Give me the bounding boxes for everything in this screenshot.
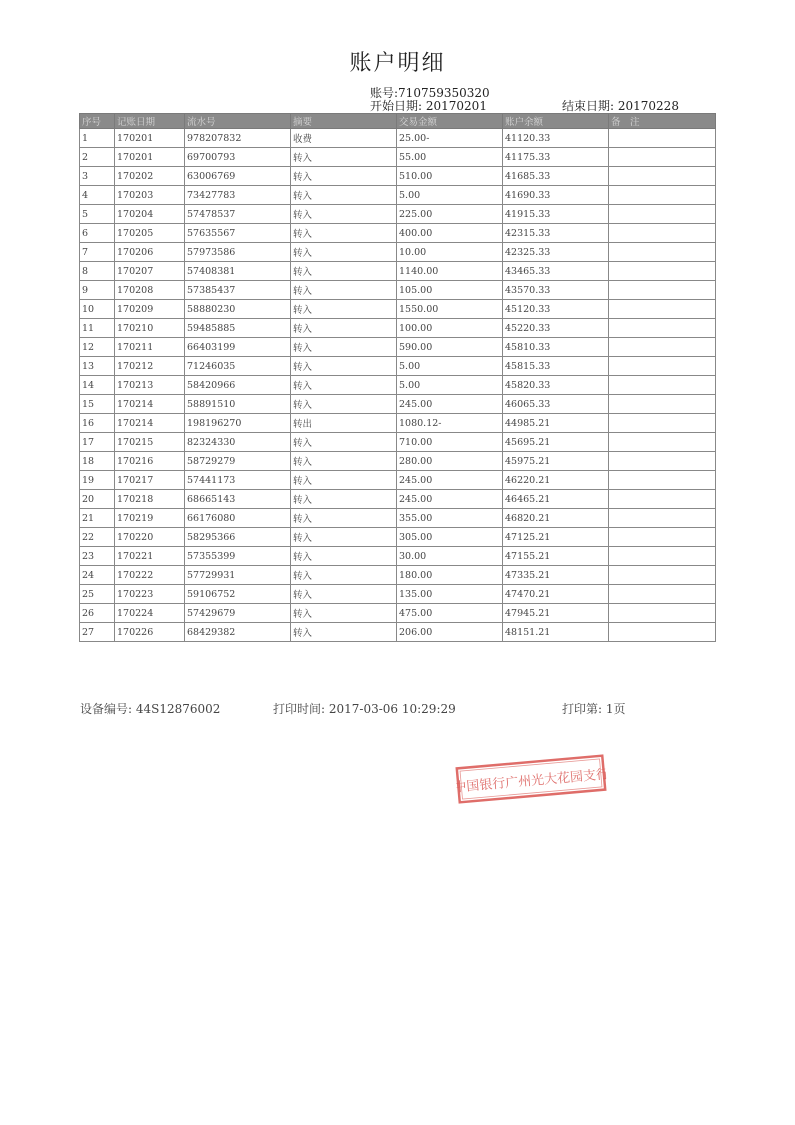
transaction-table	[79, 113, 716, 642]
table-header-row	[80, 114, 716, 129]
cell-index: 1	[80, 129, 115, 148]
cell-remark	[609, 167, 716, 186]
cell-summary: 转入	[291, 395, 397, 414]
cell-index: 16	[80, 414, 115, 433]
cell-post-date: 170214	[115, 395, 185, 414]
cell-serial-no: 57478537	[185, 205, 291, 224]
cell-summary: 转入	[291, 243, 397, 262]
cell-balance: 47125.21	[503, 528, 609, 547]
cell-amount: 5.00	[397, 357, 503, 376]
cell-amount: 475.00	[397, 604, 503, 623]
cell-remark	[609, 471, 716, 490]
table-row	[80, 509, 716, 528]
cell-post-date: 170224	[115, 604, 185, 623]
table-row	[80, 452, 716, 471]
cell-amount: 400.00	[397, 224, 503, 243]
cell-serial-no: 59106752	[185, 585, 291, 604]
cell-amount: 55.00	[397, 148, 503, 167]
cell-amount: 25.00-	[397, 129, 503, 148]
cell-remark	[609, 376, 716, 395]
column-header-post-date: 记账日期	[115, 114, 185, 129]
table-row	[80, 528, 716, 547]
cell-balance: 46820.21	[503, 509, 609, 528]
cell-amount: 30.00	[397, 547, 503, 566]
cell-post-date: 170203	[115, 186, 185, 205]
cell-balance: 41690.33	[503, 186, 609, 205]
bank-stamp-graphic	[455, 754, 608, 805]
cell-post-date: 170205	[115, 224, 185, 243]
cell-summary: 转入	[291, 186, 397, 205]
cell-balance: 45695.21	[503, 433, 609, 452]
print-time: 打印时间: 2017-03-06 10:29:29	[273, 702, 456, 716]
cell-index: 8	[80, 262, 115, 281]
table-row	[80, 414, 716, 433]
cell-balance: 46465.21	[503, 490, 609, 509]
cell-balance: 41120.33	[503, 129, 609, 148]
cell-balance: 45120.33	[503, 300, 609, 319]
cell-balance: 47470.21	[503, 585, 609, 604]
cell-serial-no: 58729279	[185, 452, 291, 471]
cell-post-date: 170213	[115, 376, 185, 395]
cell-remark	[609, 129, 716, 148]
cell-index: 10	[80, 300, 115, 319]
cell-amount: 245.00	[397, 490, 503, 509]
account-label: 账号:	[370, 86, 399, 100]
cell-remark	[609, 243, 716, 262]
cell-index: 14	[80, 376, 115, 395]
cell-summary: 转入	[291, 471, 397, 490]
cell-summary: 转入	[291, 528, 397, 547]
table-row	[80, 471, 716, 490]
cell-post-date: 170222	[115, 566, 185, 585]
cell-index: 13	[80, 357, 115, 376]
cell-serial-no: 69700793	[185, 148, 291, 167]
cell-remark	[609, 414, 716, 433]
cell-post-date: 170221	[115, 547, 185, 566]
table-row	[80, 585, 716, 604]
cell-index: 24	[80, 566, 115, 585]
table-row	[80, 357, 716, 376]
cell-post-date: 170220	[115, 528, 185, 547]
cell-amount: 245.00	[397, 471, 503, 490]
end-date-value: 20170228	[617, 99, 679, 113]
cell-serial-no: 68429382	[185, 623, 291, 642]
cell-remark	[609, 281, 716, 300]
cell-post-date: 170207	[115, 262, 185, 281]
cell-summary: 转入	[291, 281, 397, 300]
cell-index: 26	[80, 604, 115, 623]
start-date-label: 开始日期:	[370, 99, 423, 113]
table-row	[80, 547, 716, 566]
column-header-serial-no: 流水号	[185, 114, 291, 129]
table-row	[80, 262, 716, 281]
cell-summary: 转入	[291, 319, 397, 338]
cell-post-date: 170210	[115, 319, 185, 338]
cell-amount: 1550.00	[397, 300, 503, 319]
bank-stamp	[455, 754, 608, 805]
cell-summary: 转入	[291, 376, 397, 395]
cell-serial-no: 73427783	[185, 186, 291, 205]
table-row	[80, 376, 716, 395]
table-row	[80, 281, 716, 300]
cell-post-date: 170217	[115, 471, 185, 490]
cell-balance: 47335.21	[503, 566, 609, 585]
cell-summary: 转入	[291, 433, 397, 452]
cell-amount: 135.00	[397, 585, 503, 604]
table-row	[80, 300, 716, 319]
table-row	[80, 186, 716, 205]
cell-serial-no: 58295366	[185, 528, 291, 547]
page-number: 打印第: 1页	[562, 702, 626, 716]
cell-post-date: 170202	[115, 167, 185, 186]
table-row	[80, 243, 716, 262]
cell-post-date: 170226	[115, 623, 185, 642]
cell-serial-no: 71246035	[185, 357, 291, 376]
column-header-balance: 账户余额	[503, 114, 609, 129]
cell-balance: 43465.33	[503, 262, 609, 281]
cell-post-date: 170209	[115, 300, 185, 319]
end-date-label: 结束日期:	[562, 99, 615, 113]
cell-remark	[609, 186, 716, 205]
cell-serial-no: 57441173	[185, 471, 291, 490]
cell-amount: 1080.12-	[397, 414, 503, 433]
cell-summary: 转入	[291, 452, 397, 471]
cell-amount: 206.00	[397, 623, 503, 642]
cell-summary: 转入	[291, 490, 397, 509]
cell-serial-no: 68665143	[185, 490, 291, 509]
cell-post-date: 170206	[115, 243, 185, 262]
cell-index: 27	[80, 623, 115, 642]
account-value: 710759350320	[398, 86, 490, 100]
device-number: 设备编号: 44S12876002	[80, 702, 221, 716]
cell-serial-no: 57408381	[185, 262, 291, 281]
cell-summary: 转入	[291, 547, 397, 566]
cell-summary: 转入	[291, 623, 397, 642]
cell-summary: 转出	[291, 414, 397, 433]
column-header-summary: 摘要	[291, 114, 397, 129]
cell-balance: 41685.33	[503, 167, 609, 186]
cell-remark	[609, 224, 716, 243]
cell-amount: 510.00	[397, 167, 503, 186]
cell-balance: 41915.33	[503, 205, 609, 224]
cell-amount: 105.00	[397, 281, 503, 300]
cell-remark	[609, 490, 716, 509]
cell-amount: 245.00	[397, 395, 503, 414]
cell-remark	[609, 319, 716, 338]
cell-amount: 100.00	[397, 319, 503, 338]
column-header-remark: 备 注	[609, 114, 716, 129]
page-title: 账户明细	[349, 51, 446, 76]
table-row	[80, 623, 716, 642]
cell-balance: 45820.33	[503, 376, 609, 395]
cell-post-date: 170212	[115, 357, 185, 376]
table-row	[80, 433, 716, 452]
cell-amount: 710.00	[397, 433, 503, 452]
cell-summary: 转入	[291, 224, 397, 243]
cell-remark	[609, 433, 716, 452]
cell-serial-no: 59485885	[185, 319, 291, 338]
cell-remark	[609, 395, 716, 414]
cell-serial-no: 57729931	[185, 566, 291, 585]
cell-index: 12	[80, 338, 115, 357]
cell-post-date: 170211	[115, 338, 185, 357]
cell-index: 19	[80, 471, 115, 490]
cell-remark	[609, 547, 716, 566]
cell-remark	[609, 509, 716, 528]
cell-remark	[609, 338, 716, 357]
table-row	[80, 338, 716, 357]
cell-serial-no: 57429679	[185, 604, 291, 623]
cell-summary: 收费	[291, 129, 397, 148]
bank-stamp-text: 中国银行广州光大花园支行	[454, 767, 608, 796]
cell-summary: 转入	[291, 300, 397, 319]
table-row	[80, 129, 716, 148]
table-row	[80, 224, 716, 243]
table-row	[80, 205, 716, 224]
cell-amount: 590.00	[397, 338, 503, 357]
cell-amount: 355.00	[397, 509, 503, 528]
cell-remark	[609, 528, 716, 547]
cell-serial-no: 198196270	[185, 414, 291, 433]
cell-summary: 转入	[291, 509, 397, 528]
cell-post-date: 170208	[115, 281, 185, 300]
cell-summary: 转入	[291, 167, 397, 186]
cell-remark	[609, 300, 716, 319]
cell-amount: 10.00	[397, 243, 503, 262]
cell-summary: 转入	[291, 604, 397, 623]
cell-index: 18	[80, 452, 115, 471]
cell-index: 21	[80, 509, 115, 528]
cell-remark	[609, 148, 716, 167]
cell-post-date: 170201	[115, 148, 185, 167]
cell-summary: 转入	[291, 357, 397, 376]
table-row	[80, 167, 716, 186]
end-date	[562, 97, 679, 114]
cell-index: 9	[80, 281, 115, 300]
cell-amount: 225.00	[397, 205, 503, 224]
cell-post-date: 170216	[115, 452, 185, 471]
table-row	[80, 604, 716, 623]
cell-remark	[609, 357, 716, 376]
table-row	[80, 566, 716, 585]
column-header-index: 序号	[80, 114, 115, 129]
cell-summary: 转入	[291, 205, 397, 224]
cell-index: 23	[80, 547, 115, 566]
cell-serial-no: 58891510	[185, 395, 291, 414]
cell-post-date: 170215	[115, 433, 185, 452]
cell-remark	[609, 205, 716, 224]
cell-serial-no: 58880230	[185, 300, 291, 319]
cell-balance: 46220.21	[503, 471, 609, 490]
cell-remark	[609, 623, 716, 642]
cell-index: 15	[80, 395, 115, 414]
cell-remark	[609, 566, 716, 585]
cell-index: 11	[80, 319, 115, 338]
start-date-value: 20170201	[425, 99, 487, 113]
cell-index: 4	[80, 186, 115, 205]
cell-serial-no: 57385437	[185, 281, 291, 300]
cell-serial-no: 978207832	[185, 129, 291, 148]
cell-amount: 305.00	[397, 528, 503, 547]
cell-post-date: 170204	[115, 205, 185, 224]
cell-serial-no: 57635567	[185, 224, 291, 243]
table-row	[80, 490, 716, 509]
cell-index: 5	[80, 205, 115, 224]
cell-summary: 转入	[291, 338, 397, 357]
cell-balance: 42325.33	[503, 243, 609, 262]
cell-serial-no: 58420966	[185, 376, 291, 395]
cell-balance: 45975.21	[503, 452, 609, 471]
cell-serial-no: 82324330	[185, 433, 291, 452]
cell-summary: 转入	[291, 148, 397, 167]
cell-index: 7	[80, 243, 115, 262]
cell-index: 6	[80, 224, 115, 243]
cell-amount: 5.00	[397, 376, 503, 395]
cell-balance: 47155.21	[503, 547, 609, 566]
cell-index: 25	[80, 585, 115, 604]
cell-post-date: 170214	[115, 414, 185, 433]
cell-post-date: 170218	[115, 490, 185, 509]
table-row	[80, 319, 716, 338]
cell-serial-no: 66403199	[185, 338, 291, 357]
cell-serial-no: 63006769	[185, 167, 291, 186]
table-row	[80, 395, 716, 414]
start-date	[370, 97, 487, 114]
cell-balance: 47945.21	[503, 604, 609, 623]
cell-balance: 45810.33	[503, 338, 609, 357]
table-row	[80, 148, 716, 167]
cell-balance: 48151.21	[503, 623, 609, 642]
cell-balance: 41175.33	[503, 148, 609, 167]
cell-summary: 转入	[291, 566, 397, 585]
cell-post-date: 170201	[115, 129, 185, 148]
cell-index: 22	[80, 528, 115, 547]
cell-summary: 转入	[291, 262, 397, 281]
cell-amount: 180.00	[397, 566, 503, 585]
cell-remark	[609, 604, 716, 623]
cell-index: 2	[80, 148, 115, 167]
cell-summary: 转入	[291, 585, 397, 604]
cell-amount: 5.00	[397, 186, 503, 205]
cell-balance: 46065.33	[503, 395, 609, 414]
cell-serial-no: 66176080	[185, 509, 291, 528]
cell-balance: 42315.33	[503, 224, 609, 243]
cell-index: 17	[80, 433, 115, 452]
cell-balance: 43570.33	[503, 281, 609, 300]
cell-remark	[609, 262, 716, 281]
cell-amount: 280.00	[397, 452, 503, 471]
cell-index: 20	[80, 490, 115, 509]
cell-serial-no: 57973586	[185, 243, 291, 262]
cell-post-date: 170219	[115, 509, 185, 528]
cell-balance: 45815.33	[503, 357, 609, 376]
cell-remark	[609, 452, 716, 471]
cell-remark	[609, 585, 716, 604]
cell-balance: 45220.33	[503, 319, 609, 338]
cell-serial-no: 57355399	[185, 547, 291, 566]
cell-amount: 1140.00	[397, 262, 503, 281]
column-header-amount: 交易金额	[397, 114, 503, 129]
cell-post-date: 170223	[115, 585, 185, 604]
cell-balance: 44985.21	[503, 414, 609, 433]
cell-index: 3	[80, 167, 115, 186]
